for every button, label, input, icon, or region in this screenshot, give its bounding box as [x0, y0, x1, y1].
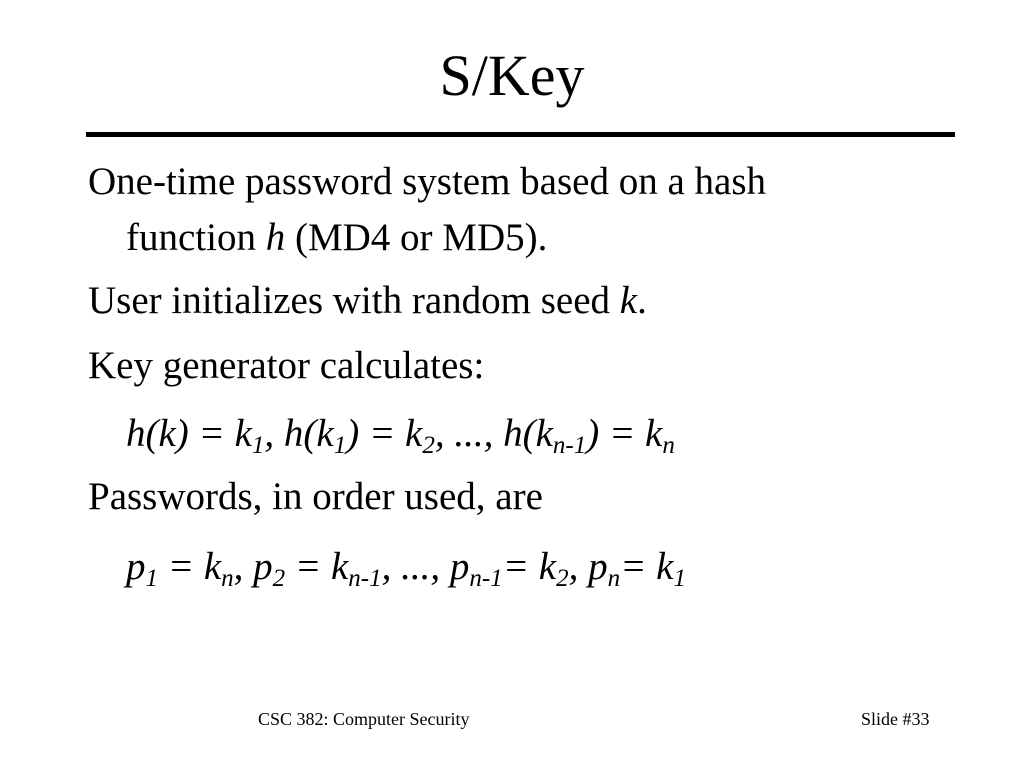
- formula1-sub-b: 1: [333, 432, 347, 459]
- bullet-hash-line2: [126, 214, 547, 262]
- formula2-part-f: = k: [502, 545, 557, 588]
- seed-variable-k: k: [619, 279, 638, 322]
- hash-variable-h: h: [265, 216, 286, 259]
- formula2-part-a: p: [126, 545, 146, 588]
- slide-title: S/Key: [439, 43, 585, 108]
- formula2-sub-g: n: [607, 565, 621, 592]
- formula2-part-b: = k: [158, 545, 222, 588]
- formula2-sub-a: 1: [145, 565, 158, 592]
- formula2-sub-f: 2: [556, 565, 569, 592]
- bullet-hash-line2-pre: function: [126, 216, 266, 259]
- formula1-part-e: ) = k: [586, 412, 663, 455]
- formula1-sub-d: n-1: [552, 432, 587, 459]
- footer-slide-number: Slide #33: [861, 709, 930, 729]
- formula1-sub-c: 2: [422, 432, 435, 459]
- password-order-formula: [126, 543, 686, 591]
- formula2-sub-d: n-1: [348, 565, 382, 592]
- bullet-seed-pre: User initializes with random seed: [88, 279, 620, 322]
- formula2-part-d: = k: [285, 545, 349, 588]
- bullet-hash-line2-post: (MD4 or MD5).: [285, 216, 548, 259]
- title-divider: [86, 132, 955, 137]
- bullet-seed-post: .: [637, 279, 647, 322]
- formula2-part-e: , ..., p: [381, 545, 470, 588]
- formula1-part-d: , ..., h(k: [434, 412, 553, 455]
- formula2-sub-c: 2: [272, 565, 286, 592]
- formula1-part-a: h(k) = k: [126, 412, 252, 455]
- bullet-hash-line1: One-time password system based on a hash: [88, 160, 767, 203]
- bullet-passwords: Passwords, in order used, are: [88, 475, 543, 518]
- formula1-sub-a: 1: [251, 432, 265, 459]
- bullet-key-generator: Key generator calculates:: [88, 344, 485, 387]
- formula2-sub-b: n: [221, 565, 234, 592]
- formula1-sub-e: n: [662, 432, 675, 459]
- footer-course: CSC 382: Computer Security: [258, 709, 470, 729]
- formula2-sub-e: n-1: [469, 565, 503, 592]
- formula2-part-g: , p: [568, 545, 608, 588]
- formula2-sub-h: 1: [673, 565, 686, 592]
- formula1-part-c: ) = k: [346, 412, 423, 455]
- formula2-part-c: , p: [233, 545, 273, 588]
- key-chain-formula: [126, 410, 675, 458]
- bullet-seed: [88, 277, 647, 325]
- formula1-part-b: , h(k: [264, 412, 334, 455]
- formula2-part-h: = k: [620, 545, 674, 588]
